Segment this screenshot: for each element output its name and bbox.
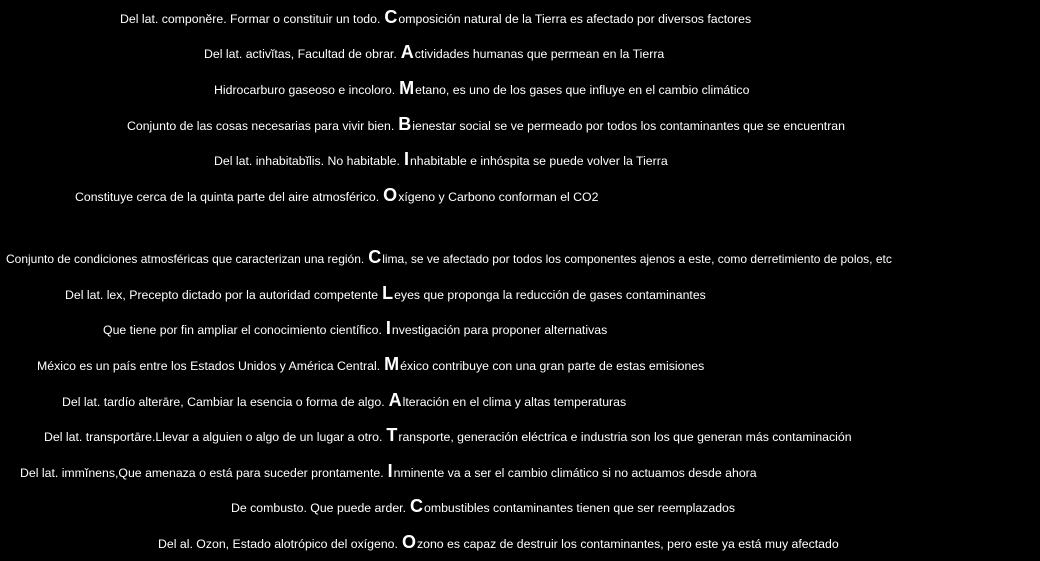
acrostic-line-2	[204, 43, 664, 61]
statement-text: nvestigación para proponer alternativas	[391, 323, 608, 337]
definition-text: México es un país entre los Estados Unidos y América Central.	[37, 359, 381, 373]
statement-text: ienestar social se ve permeado por todos los contaminantes que se encuentran	[412, 119, 845, 133]
acrostic-line-6	[75, 186, 598, 204]
acrostic-line-5	[214, 150, 668, 168]
acrostic-letter: B	[398, 114, 412, 134]
definition-text: Hidrocarburo gaseoso e incoloro.	[214, 83, 396, 97]
definition-text: Del lat. lex, Precepto dictado por la autoridad competente	[65, 288, 379, 302]
acrostic-line-7	[6, 248, 892, 266]
statement-text: nminente va a ser el cambio climático si no actuamos desde ahora	[393, 466, 757, 480]
acrostic-line-13	[20, 462, 757, 480]
definition-text: Del lat. transportāre.Llevar a alguien o algo de un lugar a otro.	[44, 430, 383, 444]
acrostic-letter: M	[399, 78, 415, 98]
statement-text: zono es capaz de destruir los contaminantes, pero este ya está muy afectado	[416, 537, 839, 551]
statement-text: nhabitable e inhóspita se puede volver la Tierra	[409, 154, 668, 168]
acrostic-line-12	[44, 426, 852, 444]
acrostic-letter: I	[403, 149, 409, 169]
statement-text: eyes que proponga la reducción de gases contaminantes	[394, 288, 706, 302]
acrostic-letter: T	[386, 425, 398, 445]
statement-text: lteración en el clima y altas temperaturas	[402, 395, 627, 409]
acrostic-letter: C	[410, 496, 423, 516]
acrostic-letter: A	[400, 42, 414, 62]
acrostic-letter: C	[384, 7, 398, 27]
definition-text: Del lat. activĭtas, Facultad de obrar.	[204, 47, 397, 61]
statement-text: ransporte, generación eléctrica e industria son los que generan más contaminación	[398, 430, 852, 444]
statement-text: xígeno y Carbono conforman el CO2	[398, 190, 599, 204]
definition-text: Que tiene por fin ampliar el conocimiento científico.	[103, 323, 382, 337]
acrostic-letter: O	[383, 185, 398, 205]
acrostic-line-1	[120, 8, 751, 26]
acrostic-line-14	[231, 497, 735, 515]
definition-text: Conjunto de las cosas necesarias para vivir bien.	[127, 119, 395, 133]
statement-text: éxico contribuye con una gran parte de estas emisiones	[400, 359, 705, 373]
definition-text: Conjunto de condiciones atmosféricas que caracterizan una región.	[6, 252, 365, 266]
acrostic-letter: O	[401, 532, 416, 552]
statement-text: etano, es uno de los gases que influye en el cambio climático	[415, 83, 750, 97]
acrostic-line-8	[65, 284, 706, 302]
acrostic-letter: A	[388, 390, 402, 410]
statement-text: ctividades humanas que permean en la Tierra	[414, 47, 665, 61]
acrostic-letter: C	[368, 247, 382, 267]
definition-text: Del lat. tardío alterāre, Cambiar la esencia o forma de algo.	[62, 395, 385, 409]
statement-text: lima, se ve afectado por todos los componentes ajenos a este, como derretimiento de polos, etc	[382, 252, 892, 266]
definition-text: Del lat. inhabitabĭlis. No habitable.	[214, 154, 400, 168]
statement-text: ombustibles contaminantes tienen que ser reemplazados	[424, 501, 736, 515]
acrostic-line-9	[103, 319, 607, 337]
definition-text: Constituye cerca de la quinta parte del aire atmosférico.	[75, 190, 380, 204]
acrostic-letter: M	[384, 354, 400, 374]
acrostic-letter: I	[385, 318, 391, 338]
statement-text: omposición natural de la Tierra es afectado por diversos factores	[398, 12, 752, 26]
definition-text: Del lat. immĭnens,Que amenaza o está para suceder prontamente.	[20, 466, 384, 480]
definition-text: Del al. Ozon, Estado alotrópico del oxígeno.	[158, 537, 398, 551]
acrostic-letter: I	[387, 461, 393, 481]
definition-text: De combusto. Que puede arder.	[231, 501, 406, 515]
acrostic-line-4	[127, 115, 845, 133]
acrostic-letter: L	[382, 283, 394, 303]
definition-text: Del lat. componĕre. Formar o constituir un todo.	[120, 12, 381, 26]
acrostic-line-3	[214, 79, 749, 97]
acrostic-line-10	[37, 355, 704, 373]
acrostic-line-15	[158, 533, 839, 551]
acrostic-line-11	[62, 391, 626, 409]
